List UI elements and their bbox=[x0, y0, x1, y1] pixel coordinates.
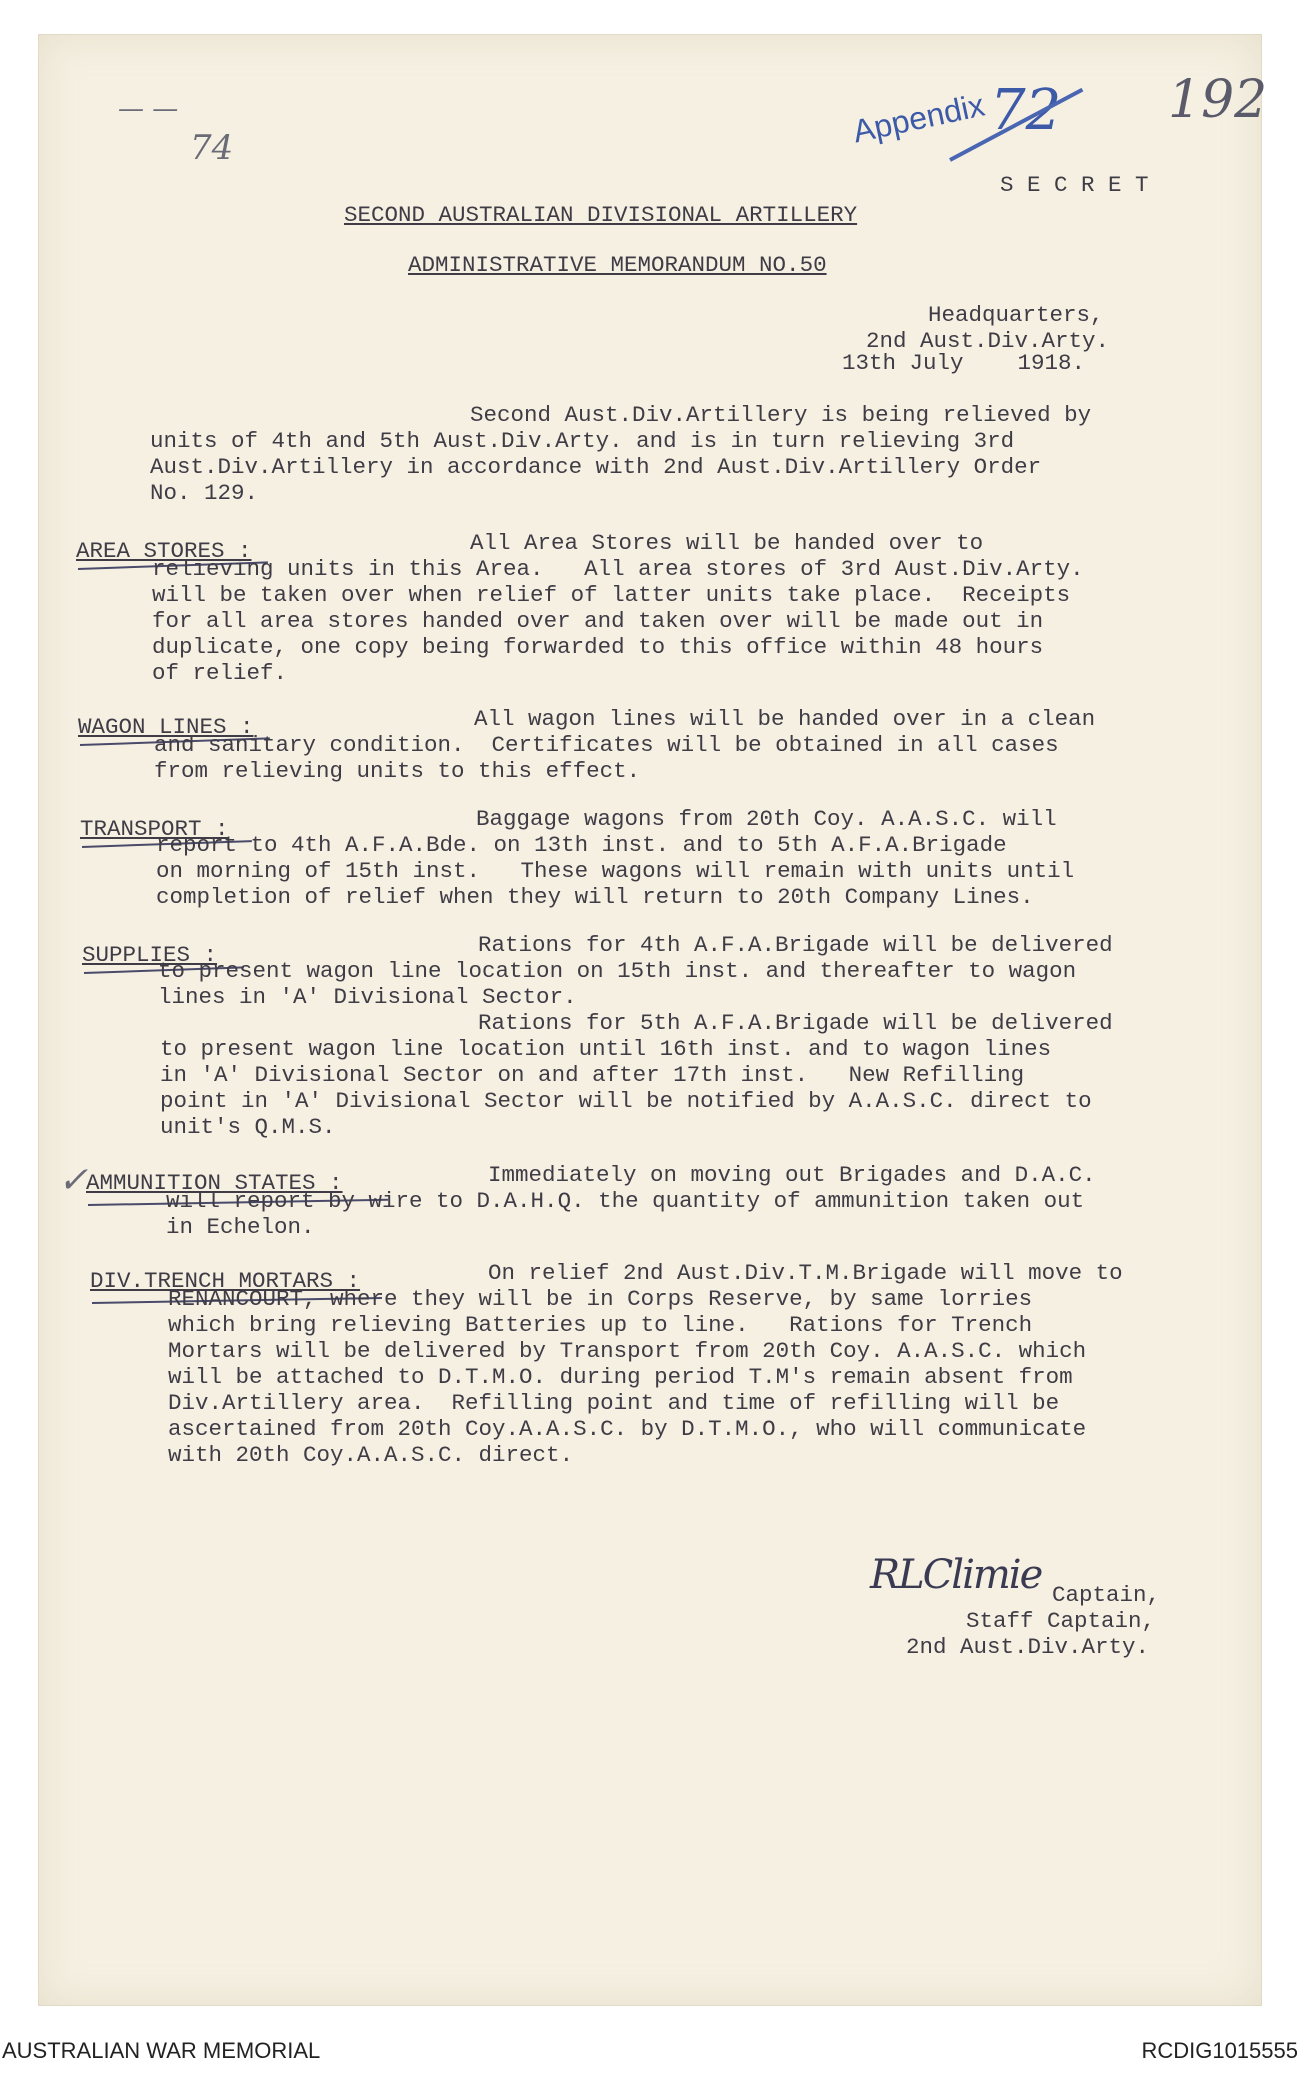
memo-date: 13th July 1918. bbox=[842, 350, 1086, 376]
body-line: which bring relieving Batteries up to line. Rations for Trench bbox=[168, 1312, 1033, 1338]
body-line: with 20th Coy.A.A.S.C. direct. bbox=[168, 1442, 574, 1468]
intro-line: units of 4th and 5th Aust.Div.Arty. and is in turn relieving 3rd bbox=[150, 428, 1015, 454]
pencil-dash-mark: — — bbox=[118, 94, 179, 124]
left-pencil-number: 74 bbox=[190, 128, 234, 168]
body-line: of relief. bbox=[152, 660, 288, 686]
footer-archive-name: AUSTRALIAN WAR MEMORIAL bbox=[2, 2038, 321, 2063]
body-line: All Area Stores will be handed over to bbox=[470, 530, 984, 556]
body-line: from relieving units to this effect. bbox=[154, 758, 641, 784]
ammunition-states-heading: AMMUNITION STATES : bbox=[86, 1170, 343, 1196]
body-line: will report by wire to D.A.H.Q. the quantity of ammunition taken out bbox=[166, 1188, 1085, 1214]
body-line: report to 4th A.F.A.Bde. on 13th inst. and to 5th A.F.A.Brigade bbox=[156, 832, 1007, 858]
body-line: unit's Q.M.S. bbox=[160, 1114, 336, 1140]
area-stores-heading: AREA STORES : bbox=[76, 538, 252, 564]
body-line: duplicate, one copy being forwarded to this office within 48 hours bbox=[152, 634, 1044, 660]
body-line: Rations for 5th A.F.A.Brigade will be delivered bbox=[478, 1010, 1113, 1036]
body-line: Immediately on moving out Brigades and D.A.C. bbox=[488, 1162, 1096, 1188]
document-title: SECOND AUSTRALIAN DIVISIONAL ARTILLERY bbox=[344, 202, 858, 228]
body-line: ascertained from 20th Coy.A.A.S.C. by D.T.M.O., who will communicate bbox=[168, 1416, 1087, 1442]
pencil-tick-mark: ✓ bbox=[58, 1160, 89, 1201]
body-line: completion of relief when they will return to 20th Company Lines. bbox=[156, 884, 1034, 910]
hq-line-1: Headquarters, bbox=[928, 302, 1104, 328]
body-line: in 'A' Divisional Sector on and after 17th inst. New Refilling bbox=[160, 1062, 1025, 1088]
body-line: Div.Artillery area. Refilling point and time of refilling will be bbox=[168, 1390, 1060, 1416]
body-line: relieving units in this Area. All area stores of 3rd Aust.Div.Arty. bbox=[152, 556, 1084, 582]
intro-line: No. 129. bbox=[150, 480, 259, 506]
signature-scrawl: RLClimie bbox=[870, 1552, 1042, 1598]
top-right-pencil-number: 192 bbox=[1168, 70, 1268, 130]
signature-rank: Captain, bbox=[1052, 1582, 1161, 1608]
body-line: Rations for 4th A.F.A.Brigade will be delivered bbox=[478, 932, 1113, 958]
body-line: point in 'A' Divisional Sector will be notified by A.A.S.C. direct to bbox=[160, 1088, 1092, 1114]
footer-record-id: RCDIG1015555 bbox=[1141, 2038, 1298, 2063]
body-line: for all area stores handed over and taken over will be made out in bbox=[152, 608, 1044, 634]
body-line: Mortars will be delivered by Transport from 20th Coy. A.A.S.C. which bbox=[168, 1338, 1087, 1364]
body-line: will be attached to D.T.M.O. during period T.M's remain absent from bbox=[168, 1364, 1073, 1390]
appendix-stamp-label: Appendix bbox=[849, 86, 988, 150]
classification: S E C R E T bbox=[1000, 172, 1149, 198]
body-line: RENANCOURT, where they will be in Corps Reserve, by same lorries bbox=[168, 1286, 1033, 1312]
intro-line: Second Aust.Div.Artillery is being relieved by bbox=[470, 402, 1092, 428]
body-line: All wagon lines will be handed over in a clean bbox=[474, 706, 1096, 732]
trench-mortars-heading: DIV.TRENCH MORTARS : bbox=[90, 1268, 361, 1294]
document-subtitle: ADMINISTRATIVE MEMORANDUM NO.50 bbox=[408, 252, 827, 278]
signature-role: Staff Captain, bbox=[966, 1608, 1156, 1634]
handwritten-signature bbox=[870, 1552, 1041, 1598]
body-line: Baggage wagons from 20th Coy. A.A.S.C. will bbox=[476, 806, 1057, 832]
body-line: in Echelon. bbox=[166, 1214, 315, 1240]
hq-line-2: 2nd Aust.Div.Arty. bbox=[866, 328, 1110, 354]
signature-unit: 2nd Aust.Div.Arty. bbox=[906, 1634, 1150, 1660]
intro-line: Aust.Div.Artillery in accordance with 2nd Aust.Div.Artillery Order bbox=[150, 454, 1042, 480]
body-line: on morning of 15th inst. These wagons will remain with units until bbox=[156, 858, 1075, 884]
wagon-lines-heading: WAGON LINES : bbox=[78, 714, 254, 740]
body-line: will be taken over when relief of latter units take place. Receipts bbox=[152, 582, 1071, 608]
supplies-heading: SUPPLIES : bbox=[82, 942, 218, 968]
transport-heading: TRANSPORT : bbox=[80, 816, 229, 842]
appendix-stamp-number: 72 bbox=[990, 78, 1062, 143]
body-line: to present wagon line location on 15th inst. and thereafter to wagon bbox=[158, 958, 1077, 984]
body-line: lines in 'A' Divisional Sector. bbox=[158, 984, 577, 1010]
body-line: and sanitary condition. Certificates will be obtained in all cases bbox=[154, 732, 1059, 758]
body-line: On relief 2nd Aust.Div.T.M.Brigade will move to bbox=[488, 1260, 1123, 1286]
body-line: to present wagon line location until 16th inst. and to wagon lines bbox=[160, 1036, 1052, 1062]
